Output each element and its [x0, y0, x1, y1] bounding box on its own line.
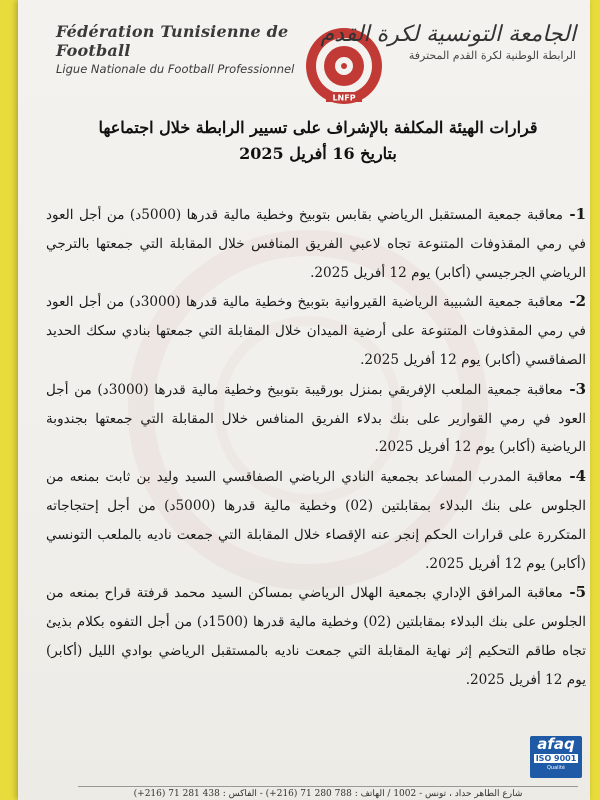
decisions-list: [46, 200, 586, 695]
league-name-ar: الرابطة الوطنية لكرة القدم المحترفة: [408, 49, 576, 62]
footer-contact: شارع الطاهر حداد ، تونس - 1002 / الهاتف : 788 280 71 (216+) - الفاكس : 438 281 71 (216+): [78, 786, 578, 799]
badge-brand: afaq: [537, 735, 575, 753]
decision-text: معاقبة جمعية الملعب الإفريقي بمنزل بورقيبة بتوبيخ وخطية مالية قدرها (3000د) من أجل العود في رمي القوارير على بنك بدلاء الفريق المنافس خلال المقابلة التي جمعتها بجندوبة الرياضية (أكابر) يوم 12 أفريل 2025.: [46, 381, 586, 456]
decision-text: معاقبة المرافق الإداري بجمعية الهلال الرياضي بمساكن السيد محمد قرفتة قراح بمنعه من الجلوس على بنك البدلاء بمقابلتين (02) وخطية مالية قدرها (1500د) من أجل التفوه بكلام بذيئ تجاه طاقم التحكيم إثر نهاية المقابلة التي جمعت ناديه بالمستقبل الرياضي بوادي الليل (أكابر) يوم 12 أفريل 2025.: [46, 585, 586, 688]
federation-name-ar: الجامعة التونسية لكرة القدم: [320, 22, 576, 47]
decision-text: معاقبة المدرب المساعد بجمعية النادي الرياضي الصفاقسي السيد وليد بن ثابت بمنعه من الجلوس على بنك البدلاء بمقابلتين (02) وخطية مالية قدرها (5000د) من أجل إحتجاجاته المتكررة على قرارات الحكم إنجر عنه الإقصاء خلال المقابلة التي جمعت ناديه بالملعب التونسي (أكابر) يوم 12 أفريل 2025.: [46, 469, 586, 572]
decision-item: 4- معاقبة المدرب المساعد بجمعية النادي الرياضي الصفاقسي السيد وليد بن ثابت بمنعه من الجلوس على بنك البدلاء بمقابلتين (02) وخطية مالية قدرها (5000د) من أجل إحتجاجاته المتكررة على قرارات الحكم إنجر عنه الإقصاء خلال المقابلة التي جمعت ناديه بالملعب التونسي (أكابر) يوم 12 أفريل 2025.: [46, 467, 587, 572]
header-arabic: [306, 22, 576, 62]
decision-item: 5- معاقبة المرافق الإداري بجمعية الهلال الرياضي بمساكن السيد محمد قرفتة قراح بمنعه من الجلوس على بنك البدلاء بمقابلتين (02) وخطية مالية قدرها (1500د) من أجل التفوه بكلام بذيئ تجاه طاقم التحكيم إثر نهاية المقابلة التي جمعت ناديه بالمستقبل الرياضي بوادي الليل (أكابر) يوم 12 أفريل 2025.: [46, 583, 586, 688]
decision-item: 2- معاقبة جمعية الشبيبة الرياضية القيروانية بتوبيخ وخطية مالية قدرها (3000د) من أجل العود في رمي المقذوفات المتنوعة على أرضية الميدان خلال المقابلة التي جمعتها بنادي سكك الحديد الصفاقسي (أكابر) يوم 12 أفريل 2025.: [46, 292, 587, 368]
decision-item: 1- معاقبة جمعية المستقبل الرياضي بقابس بتوبيخ وخطية مالية قدرها (5000د) من أجل العود في رمي المقذوفات المتنوعة تجاه لاعبي الفريق المنافس خلال المقابلة التي جمعتها بالترجي الرياضي الجرجيسي (أكابر) يوم 12 أفريل 2025.: [46, 205, 586, 281]
decision-number: 2: [575, 292, 586, 311]
badge-subtitle: Qualité: [547, 765, 565, 771]
decision-text: معاقبة جمعية الشبيبة الرياضية القيروانية بتوبيخ وخطية مالية قدرها (3000د) من أجل العود في رمي المقذوفات المتنوعة على أرضية الميدان خلال المقابلة التي جمعتها بنادي سكك الحديد الصفاقسي (أكابر) يوم 12 أفريل 2025.: [46, 294, 587, 368]
document-title: قرارات الهيئة المكلفة بالإشراف على تسيير الرابطة خلال اجتماعها: [98, 118, 538, 137]
decision-number: 3: [575, 379, 586, 398]
decision-text: معاقبة جمعية المستقبل الرياضي بقابس بتوبيخ وخطية مالية قدرها (5000د) من أجل العود في رمي المقذوفات المتنوعة تجاه لاعبي الفريق المنافس خلال المقابلة التي جمعتها بالترجي الرياضي الجرجيسي (أكابر) يوم 12 أفريل 2025.: [46, 207, 586, 281]
decision-item: 3- معاقبة جمعية الملعب الإفريقي بمنزل بورقيبة بتوبيخ وخطية مالية قدرها (3000د) من أجل العود في رمي القوارير على بنك بدلاء الفريق المنافس خلال المقابلة التي جمعتها بجندوبة الرياضية (أكابر) يوم 12 أفريل 2025.: [46, 379, 586, 456]
decision-number: 4: [575, 467, 587, 486]
document-sheet: [18, 0, 590, 800]
decision-number: 5: [575, 583, 586, 602]
badge-standard: ISO 9001: [535, 754, 577, 763]
document-date: بتاريخ 16 أفريل 2025: [239, 144, 397, 163]
logo-text: LNFP: [332, 93, 356, 103]
header-french: [56, 22, 316, 76]
league-name-fr: Ligue Nationale du Football Professionnel: [56, 62, 295, 76]
federation-name-fr: Fédération Tunisienne de Football: [56, 22, 289, 60]
iso-certification-badge: [530, 736, 582, 778]
decision-number: 1: [575, 205, 586, 223]
